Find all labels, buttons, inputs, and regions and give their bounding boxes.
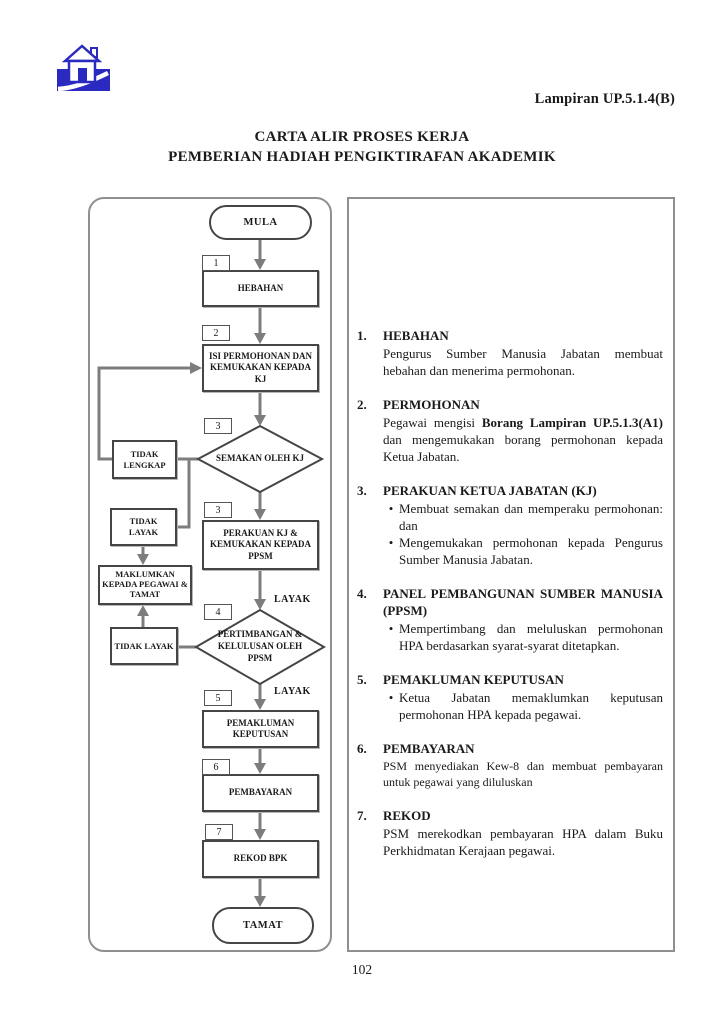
bullet-icon: • — [388, 501, 394, 516]
flow-node-isi-permohonan: ISI PERMOHONAN DAN KEMUKAKAN KEPADA KJ — [202, 344, 319, 392]
flow-node-tidak-layak-1: TIDAK LAYAK — [110, 508, 177, 546]
note-item — [357, 807, 663, 859]
note-bullet-item — [383, 500, 663, 534]
step-number-6: 6 — [202, 759, 230, 775]
note-heading: HEBAHAN — [383, 328, 449, 343]
step-number-7: 7 — [205, 824, 233, 840]
decision-semakan-label: SEMAKAN OLEH KJ — [215, 453, 304, 464]
note-content — [383, 807, 663, 859]
step-number-3a: 3 — [204, 418, 232, 434]
note-text-segment: Pengurus Sumber Manusia Jabatan membuat hebahan dan menerima permohonan. — [383, 346, 663, 378]
flow-node-hebahan: HEBAHAN — [202, 270, 319, 307]
note-number: 6. — [357, 741, 367, 756]
note-paragraph — [383, 825, 663, 859]
house-logo-icon — [52, 42, 114, 96]
note-heading: PEMBAYARAN — [383, 741, 475, 756]
flow-node-maklumkan: MAKLUMKAN KEPADA PEGAWAI & TAMAT — [98, 565, 192, 605]
flow-node-pembayaran: PEMBAYARAN — [202, 774, 319, 812]
flow-node-perakuan: PERAKUAN KJ & KEMUKAKAN KEPADA PPSM — [202, 520, 319, 570]
decision-pertimbangan-label: PERTIMBANGAN & KELULUSAN OLEH PPSM — [217, 629, 303, 663]
note-text-segment: Mengemukakan permohonan kepada Pengurus Sumber Manusia Jabatan. — [399, 535, 663, 567]
title-line-1: CARTA ALIR PROSES KERJA — [254, 129, 470, 145]
flow-node-tidak-layak-2: TIDAK LAYAK — [110, 627, 178, 665]
note-bullet-item — [383, 620, 663, 654]
note-content — [383, 396, 663, 465]
note-bullet-text — [399, 534, 663, 568]
flow-start-node: MULA — [209, 205, 312, 240]
note-item — [357, 482, 663, 568]
note-bullet-item — [383, 689, 663, 723]
flowchart-panel — [88, 197, 332, 952]
note-bullet-item — [383, 534, 663, 568]
bullet-icon: • — [388, 535, 394, 550]
note-content — [383, 671, 663, 723]
note-content — [383, 585, 663, 654]
note-text-segment: dan mengemukakan borang permohonan kepada Ketua Jabatan. — [383, 432, 663, 464]
flow-node-tidak-lengkap: TIDAK LENGKAP — [112, 440, 177, 479]
notes-list — [357, 327, 663, 859]
note-heading: REKOD — [383, 808, 431, 823]
note-heading: PERMOHONAN — [383, 397, 480, 412]
note-item — [357, 671, 663, 723]
note-item — [357, 327, 663, 379]
step-number-5: 5 — [204, 690, 232, 706]
step-number-3b: 3 — [204, 502, 232, 518]
branch-label-layak-1: LAYAK — [274, 594, 311, 605]
step-number-2: 2 — [202, 325, 230, 341]
note-text-segment: PSM merekodkan pembayaran HPA dalam Buku Perkhidmatan Kerajaan pegawai. — [383, 826, 663, 858]
flow-node-rekod: REKOD BPK — [202, 840, 319, 878]
title-line-2: PEMBERIAN HADIAH PENGIKTIRAFAN AKADEMIK — [168, 149, 556, 165]
page-title — [0, 127, 724, 167]
note-item — [357, 740, 663, 790]
note-paragraph — [383, 345, 663, 379]
note-text-segment: Mempertimbang dan meluluskan permohonan HPA berdasarkan syarat-syarat ditetapkan. — [399, 621, 663, 653]
note-item — [357, 585, 663, 654]
note-heading: PEMAKLUMAN KEPUTUSAN — [383, 672, 564, 687]
bullet-icon: • — [388, 621, 394, 636]
note-number: 1. — [357, 328, 367, 343]
note-number: 5. — [357, 672, 367, 687]
note-text-segment: Ketua Jabatan memaklumkan keputusan permohonan HPA kepada pegawai. — [399, 690, 663, 722]
note-content — [383, 740, 663, 790]
note-text-segment: PSM menyediakan Kew-8 dan membuat pembayaran untuk pegawai yang diluluskan — [383, 759, 663, 789]
note-heading: PERAKUAN KETUA JABATAN (KJ) — [383, 483, 597, 498]
note-text-segment: Borang Lampiran UP.5.1.3(A1) — [481, 415, 663, 430]
flow-end-node: TAMAT — [212, 907, 314, 944]
note-bullet-text — [399, 500, 663, 534]
note-number: 4. — [357, 586, 367, 601]
lampiran-reference: Lampiran UP.5.1.4(B) — [534, 91, 675, 107]
note-bullet-text — [399, 620, 663, 654]
note-number: 3. — [357, 483, 367, 498]
note-content — [383, 327, 663, 379]
note-number: 7. — [357, 808, 367, 823]
page-number: 102 — [351, 962, 373, 977]
note-heading: PANEL PEMBANGUNAN SUMBER MANUSIA (PPSM) — [383, 586, 663, 618]
notes-panel — [347, 197, 675, 952]
note-text-segment: Pegawai mengisi — [383, 415, 482, 430]
note-content — [383, 482, 663, 568]
note-paragraph — [383, 414, 663, 465]
flow-node-pemakluman: PEMAKLUMAN KEPUTUSAN — [202, 710, 319, 748]
step-number-4: 4 — [204, 604, 232, 620]
note-paragraph — [383, 758, 663, 790]
note-text-segment: Membuat semakan dan memperaku permohonan: dan — [399, 501, 663, 533]
bullet-icon: • — [388, 690, 394, 705]
step-number-1: 1 — [202, 255, 230, 271]
note-bullet-text — [399, 689, 663, 723]
note-item — [357, 396, 663, 465]
branch-label-layak-2: LAYAK — [274, 686, 311, 697]
note-number: 2. — [357, 397, 367, 412]
